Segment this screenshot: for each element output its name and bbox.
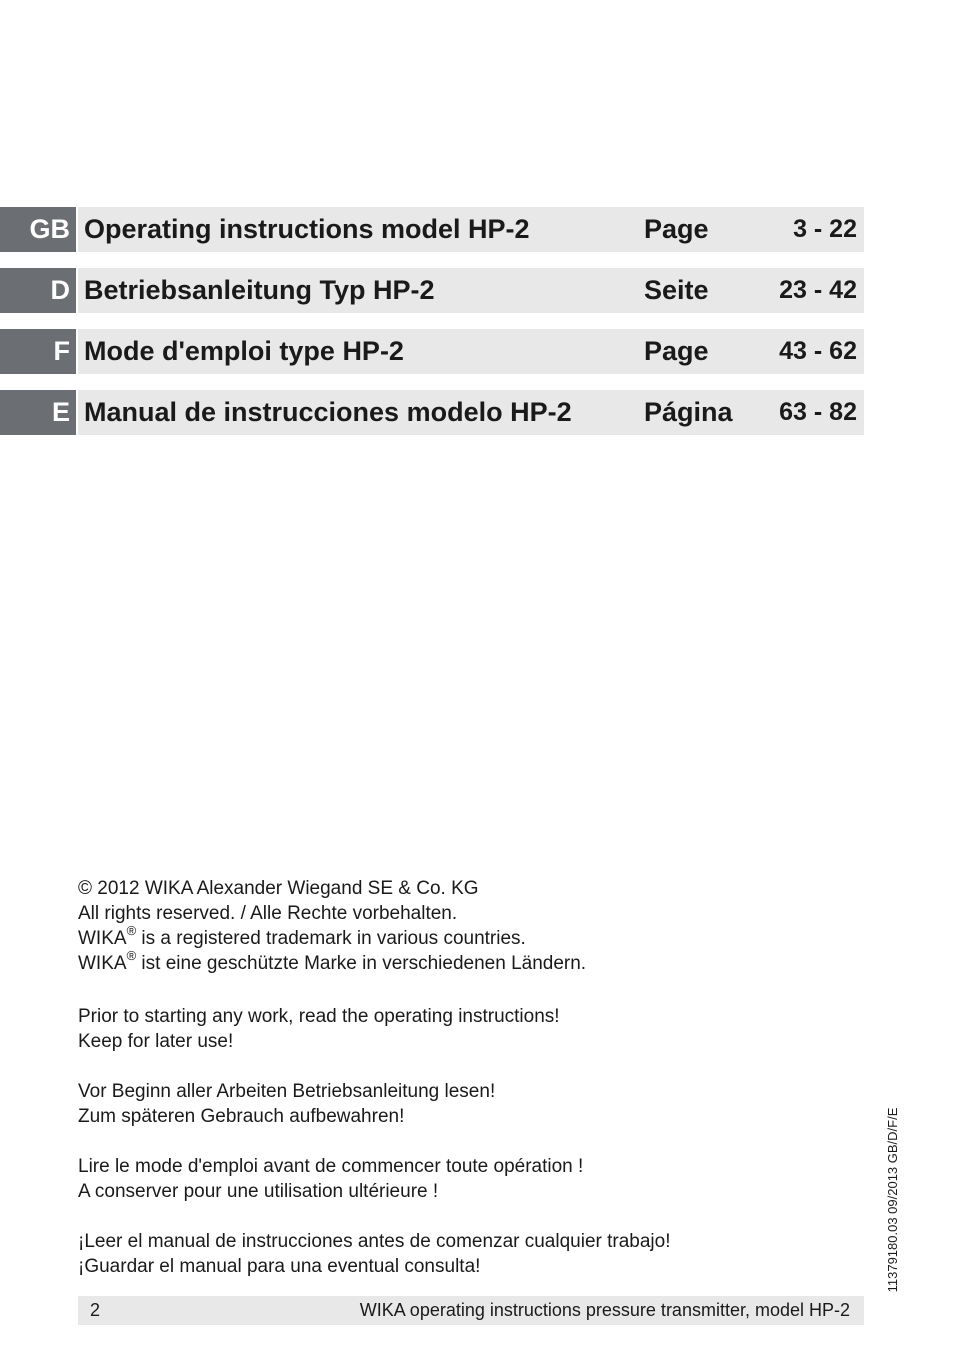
toc-page-range: 23 - 42 bbox=[779, 276, 857, 304]
toc-title: Mode d'emploi type HP-2 bbox=[84, 336, 404, 366]
copyright-line: © 2012 WIKA Alexander Wiegand SE & Co. KG bbox=[78, 878, 479, 899]
toc-page-label: Page bbox=[644, 214, 709, 244]
toc-page-label: Seite bbox=[644, 275, 709, 305]
notice-line: A conserver pour une utilisation ultérieure ! bbox=[78, 1181, 439, 1202]
notice-line: Zum späteren Gebrauch aufbewahren! bbox=[78, 1106, 405, 1127]
trademark-text: ist eine geschützte Marke in verschiedenen Ländern. bbox=[136, 953, 587, 974]
trademark-line-en bbox=[78, 922, 838, 951]
toc-page-range: 43 - 62 bbox=[779, 337, 857, 365]
registered-mark: ® bbox=[126, 947, 137, 963]
toc-title: Betriebsanleitung Typ HP-2 bbox=[84, 275, 435, 305]
notice-line: ¡Leer el manual de instrucciones antes de comenzar cualquier trabajo! bbox=[78, 1231, 671, 1252]
toc-page-range: 3 - 22 bbox=[793, 215, 857, 243]
language-tag: F bbox=[0, 329, 76, 374]
toc-bar bbox=[78, 329, 864, 374]
notice-line: Keep for later use! bbox=[78, 1031, 234, 1052]
trademark-text: is a registered trademark in various countries. bbox=[136, 928, 526, 949]
brand-name: WIKA bbox=[78, 953, 127, 974]
notice-line: Vor Beginn aller Arbeiten Betriebsanleitung lesen! bbox=[78, 1081, 496, 1102]
registered-mark: ® bbox=[126, 922, 137, 938]
trademark-line-de bbox=[78, 947, 838, 976]
toc-page-label: Página bbox=[644, 397, 733, 427]
toc-row-e[interactable] bbox=[0, 390, 864, 435]
copyright-block bbox=[78, 876, 838, 976]
toc-bar bbox=[78, 207, 864, 252]
notice-line: Prior to starting any work, read the operating instructions! bbox=[78, 1006, 560, 1027]
toc-row-gb[interactable] bbox=[0, 207, 864, 252]
toc-title: Operating instructions model HP-2 bbox=[84, 214, 530, 244]
brand-name: WIKA bbox=[78, 928, 127, 949]
notice-english bbox=[78, 1004, 838, 1054]
toc-row-d[interactable] bbox=[0, 268, 864, 313]
language-tag: D bbox=[0, 268, 76, 313]
notice-french bbox=[78, 1154, 838, 1204]
notice-spanish bbox=[78, 1229, 838, 1279]
footer-title: WIKA operating instructions pressure transmitter, model HP-2 bbox=[359, 1300, 850, 1320]
notice-line: ¡Guardar el manual para una eventual consulta! bbox=[78, 1256, 481, 1277]
page-number: 2 bbox=[90, 1300, 101, 1320]
page-footer bbox=[78, 1296, 864, 1325]
notice-german bbox=[78, 1079, 838, 1129]
toc-page-range: 63 - 82 bbox=[779, 398, 857, 426]
toc-row-f[interactable] bbox=[0, 329, 864, 374]
toc-bar bbox=[78, 390, 864, 435]
toc-title: Manual de instrucciones modelo HP-2 bbox=[84, 397, 572, 427]
language-tag: GB bbox=[0, 207, 76, 252]
toc-page-label: Page bbox=[644, 336, 709, 366]
rights-line: All rights reserved. / Alle Rechte vorbehalten. bbox=[78, 903, 458, 924]
toc-bar bbox=[78, 268, 864, 313]
document-code-text: 11379180.03 09/2013 GB/D/F/E bbox=[885, 1107, 900, 1293]
language-tag: E bbox=[0, 390, 76, 435]
notice-line: Lire le mode d'emploi avant de commencer toute opération ! bbox=[78, 1156, 584, 1177]
